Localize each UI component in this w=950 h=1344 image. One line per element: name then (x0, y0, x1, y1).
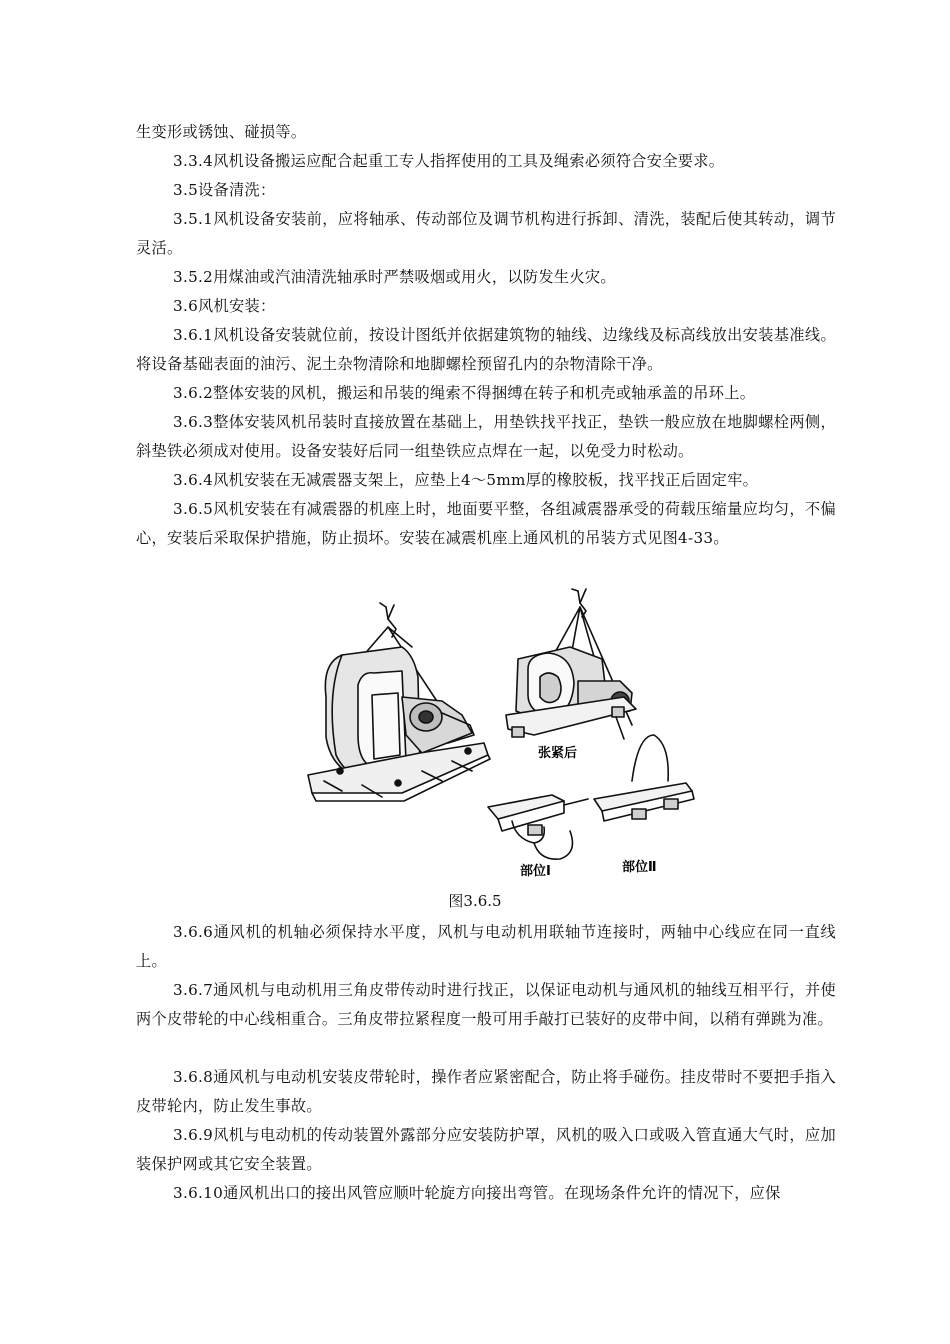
heading-3-6: 3.6风机安装： (173, 297, 276, 315)
paragraph-3-6-7: 3.6.7通风机与电动机用三角皮带传动时进行找正，以保证电动机与通风机的轴线互相平行，并使两个皮带轮的中心线相重合。三角皮带拉紧程度一般可用手敲打已装好的皮带中间，以稍有弹跳为准。 (136, 981, 836, 1028)
paragraph-3-5-2: 3.5.2用煤油或汽油清洗轴承时严禁吸烟或用火，以防发生火灾。 (173, 268, 616, 286)
fan-hoisting-drawing (302, 585, 657, 885)
paragraph-3-6-6: 3.6.6通风机的机轴必须保持水平度，风机与电动机用联轴节连接时，两轴中心线应在同一直线上。 (136, 923, 836, 970)
paragraph-3-6-5: 3.6.5风机安装在有减震器的机座上时，地面要平整，各组减震器承受的荷载压缩量应均匀，不偏心，安装后采取保护措施，防止损坏。安装在减震机座上通风机的吊装方式见图4-33。 (136, 500, 836, 547)
paragraph-3-6-2: 3.6.2整体安装的风机，搬运和吊装的绳索不得捆缚在转子和机壳或轴承盖的吊环上。 (173, 384, 756, 402)
paragraph-continuation: 生变形或锈蚀、碰损等。 (136, 123, 307, 141)
paragraph-3-6-4: 3.6.4风机安装在无减震器支架上，应垫上4～5mm厚的橡胶板，找平找正后固定牢。 (173, 471, 759, 489)
label-part-2: 部位Ⅱ (622, 860, 657, 875)
figure-caption: 图3.6.5 (448, 892, 502, 910)
paragraph-3-6-10: 3.6.10通风机出口的接出风管应顺叶轮旋方向接出弯管。在现场条件允许的情况下，应保 (173, 1184, 781, 1202)
label-part-1: 部位Ⅰ (520, 864, 551, 879)
heading-3-5: 3.5设备清洗： (173, 181, 276, 199)
paragraph-3-6-1: 3.6.1风机设备安装就位前，按设计图纸并依据建筑物的轴线、边缘线及标高线放出安装基准线。将设备基础表面的油污、泥土杂物清除和地脚螺栓预留孔内的杂物清除干净。 (136, 326, 836, 373)
paragraph-3-6-3: 3.6.3整体安装风机吊装时直接放置在基础上，用垫铁找平找正，垫铁一般应放在地脚螺栓两侧，斜垫铁必须成对使用。设备安装好后同一组垫铁应点焊在一起，以免受力时松动。 (136, 413, 836, 460)
paragraph-3-5-1: 3.5.1风机设备安装前，应将轴承、传动部位及调节机构进行拆卸、清洗，装配后使其转动，调节灵活。 (136, 210, 836, 257)
paragraph-3-6-9: 3.6.9风机与电动机的传动装置外露部分应安装防护罩，风机的吸入口或吸入管直通大气时，应加装保护网或其它安全装置。 (136, 1126, 836, 1173)
paragraph-3-6-8: 3.6.8通风机与电动机安装皮带轮时，操作者应紧密配合，防止将手碰伤。挂皮带时不要把手指入皮带轮内，防止发生事故。 (136, 1068, 836, 1115)
fan-hoisting-figure (302, 585, 657, 885)
label-tension: 张紧后 (538, 746, 578, 761)
paragraph-3-3-4: 3.3.4风机设备搬运应配合起重工专人指挥使用的工具及绳索必须符合安全要求。 (173, 152, 725, 170)
